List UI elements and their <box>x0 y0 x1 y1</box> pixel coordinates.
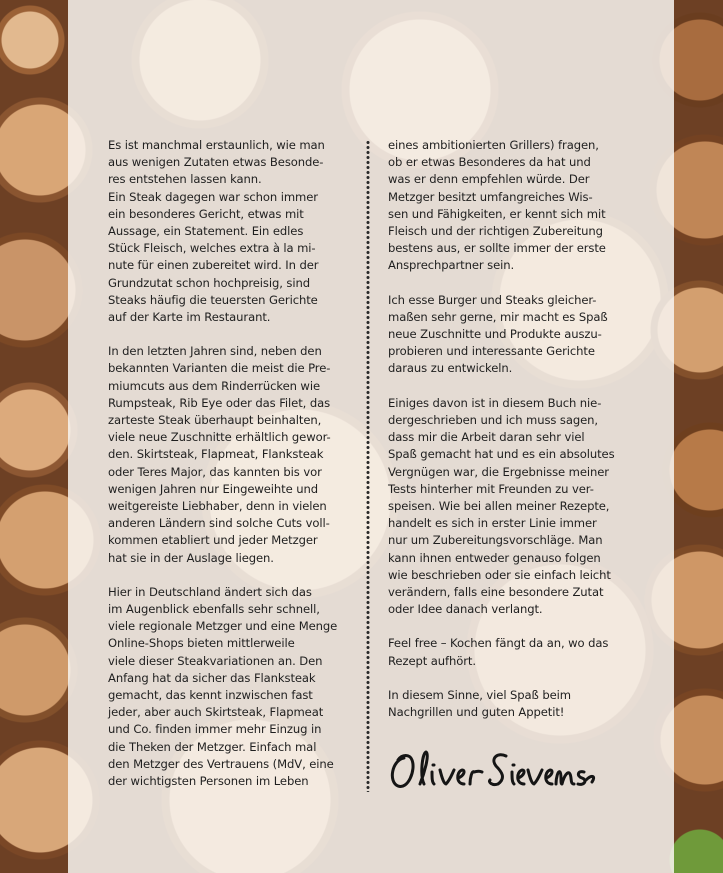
text-line: Spaß gemacht hat und es ein absolutes <box>388 447 615 462</box>
text-line: wie beschrieben oder sie einfach leicht <box>388 567 611 582</box>
text-line: zarteste Steak überhaupt beinhalten, <box>108 413 322 427</box>
text-line: Vergnügen war, die Ergebnisse meiner <box>388 464 609 479</box>
text-line: der wichtigsten Personen im Leben <box>108 773 309 788</box>
text-line: Tests hinterher mit Freunden zu ver- <box>388 481 594 496</box>
text-line: verändern, falls eine besondere Zutat <box>388 584 604 599</box>
text-line: gemacht, das kennt inzwischen fast <box>108 688 313 702</box>
text-line: auf der Karte im Restaurant. <box>108 309 271 324</box>
text-line: Ein Steak dagegen war schon immer <box>108 189 318 204</box>
paragraph <box>388 687 643 721</box>
text-line: sen und Fähigkeiten, er kennt sich mit <box>388 206 606 221</box>
text-line: viele neue Zuschnitte erhältlich gewor- <box>108 430 331 445</box>
paragraph <box>108 343 358 566</box>
text-line: Ich esse Burger und Steaks gleicher- <box>388 292 597 307</box>
text-line: Rumpsteak, Rib Eye oder das Filet, das <box>108 395 331 410</box>
text-line: ein besonderes Gericht, etwas mit <box>108 206 304 221</box>
text-line: den Metzger des Vertrauens (MdV, eine <box>108 756 334 771</box>
text-line: weitgereiste Liebhaber, denn in vielen <box>108 498 327 513</box>
text-line: anderen Ländern sind solche Cuts voll- <box>108 516 330 531</box>
text-line: handelt es sich in erster Linie immer <box>388 516 597 531</box>
left-text-column <box>108 137 358 790</box>
text-line: nur um Zubereitungsvorschläge. Man <box>388 533 603 548</box>
text-line: Rezept aufhört. <box>388 653 476 668</box>
text-line: probieren und interessante Gerichte <box>388 344 595 359</box>
text-line: aus wenigen Zutaten etwas Besonde- <box>108 155 324 170</box>
text-line: jeder, aber auch Skirtsteak, Flapmeat <box>108 705 324 720</box>
text-line: Es ist manchmal erstaunlich, wie man <box>108 138 325 152</box>
text-line: bekannten Varianten die meist die Pre- <box>108 361 331 376</box>
text-line: viele dieser Steakvariationen an. Den <box>108 653 323 668</box>
text-line: im Augenblick ebenfalls sehr schnell, <box>108 602 320 617</box>
text-line: Stück Fleisch, welches extra à la mi- <box>108 241 316 256</box>
text-line: wenigen Jahren nur Eingeweihte und <box>108 481 318 496</box>
text-line: Hier in Deutschland ändert sich das <box>108 584 312 599</box>
text-line: hat sie in der Auslage liegen. <box>108 550 274 565</box>
paragraph-gap <box>388 670 643 687</box>
text-line: kommen etabliert und jeder Metzger <box>108 533 318 548</box>
text-line: nute für einen zubereitet wird. In der <box>108 258 319 273</box>
paragraph <box>388 292 643 378</box>
text-line: In diesem Sinne, viel Spaß beim <box>388 688 571 702</box>
text-line: maßen sehr gerne, mir macht es Spaß <box>388 309 608 324</box>
text-line: Online-Shops bieten mittlerweile <box>108 636 295 651</box>
paragraph-gap <box>108 567 358 584</box>
paragraph <box>388 635 643 669</box>
text-line: Steaks häufig die teuersten Gerichte <box>108 292 318 307</box>
text-line: neue Zuschnitte und Produkte auszu- <box>388 327 602 342</box>
text-line: Grundzutat schon hochpreisig, sind <box>108 275 310 290</box>
paragraph <box>388 395 643 618</box>
text-line: bestens aus, er sollte immer der erste <box>388 241 606 256</box>
text-line: dergeschrieben und ich muss sagen, <box>388 413 599 427</box>
paragraph-gap <box>108 326 358 343</box>
text-line: Feel free – Kochen fängt da an, wo das <box>388 636 609 651</box>
text-line: speisen. Wie bei allen meiner Rezepte, <box>388 498 610 513</box>
paragraph-gap <box>388 618 643 635</box>
text-line: Fleisch und der richtigen Zubereitung <box>388 223 603 238</box>
right-text-column <box>388 137 643 721</box>
paragraph <box>108 137 358 326</box>
dotted-column-divider <box>366 140 370 792</box>
paragraph <box>388 137 643 275</box>
text-line: die Theken der Metzger. Einfach mal <box>108 739 317 754</box>
text-line: was er denn empfehlen würde. Der <box>388 172 590 187</box>
text-line: miumcuts aus dem Rinderrücken wie <box>108 378 320 393</box>
paragraph-gap <box>388 275 643 292</box>
paragraph-gap <box>388 378 643 395</box>
text-line: Nachgrillen und guten Appetit! <box>388 705 565 720</box>
text-line: viele regionale Metzger und eine Menge <box>108 619 338 634</box>
text-line: ob er etwas Besonderes da hat und <box>388 155 591 170</box>
text-line: Metzger besitzt umfangreiches Wis- <box>388 189 593 204</box>
text-line: Aussage, ein Statement. Ein edles <box>108 223 304 238</box>
signature-image <box>386 740 616 800</box>
text-line: Ansprechpartner sein. <box>388 258 515 273</box>
paragraph <box>108 584 358 790</box>
text-line: oder Teres Major, das kannten bis vor <box>108 464 322 479</box>
text-line: eines ambitionierten Grillers) fragen, <box>388 138 599 152</box>
text-line: kann ihnen entweder genauso folgen <box>388 550 601 565</box>
signature <box>386 740 616 800</box>
text-line: oder Idee danach verlangt. <box>388 602 543 617</box>
text-line: und Co. finden immer mehr Einzug in <box>108 722 322 737</box>
text-line: Einiges davon ist in diesem Buch nie- <box>388 395 602 410</box>
text-line: den. Skirtsteak, Flapmeat, Flanksteak <box>108 447 324 462</box>
text-line: Anfang hat da sicher das Flanksteak <box>108 670 316 685</box>
text-line: dass mir die Arbeit daran sehr viel <box>388 430 585 445</box>
text-line: daraus zu entwickeln. <box>388 361 513 376</box>
text-line: In den letzten Jahren sind, neben den <box>108 344 322 359</box>
text-line: res entstehen lassen kann. <box>108 172 262 187</box>
